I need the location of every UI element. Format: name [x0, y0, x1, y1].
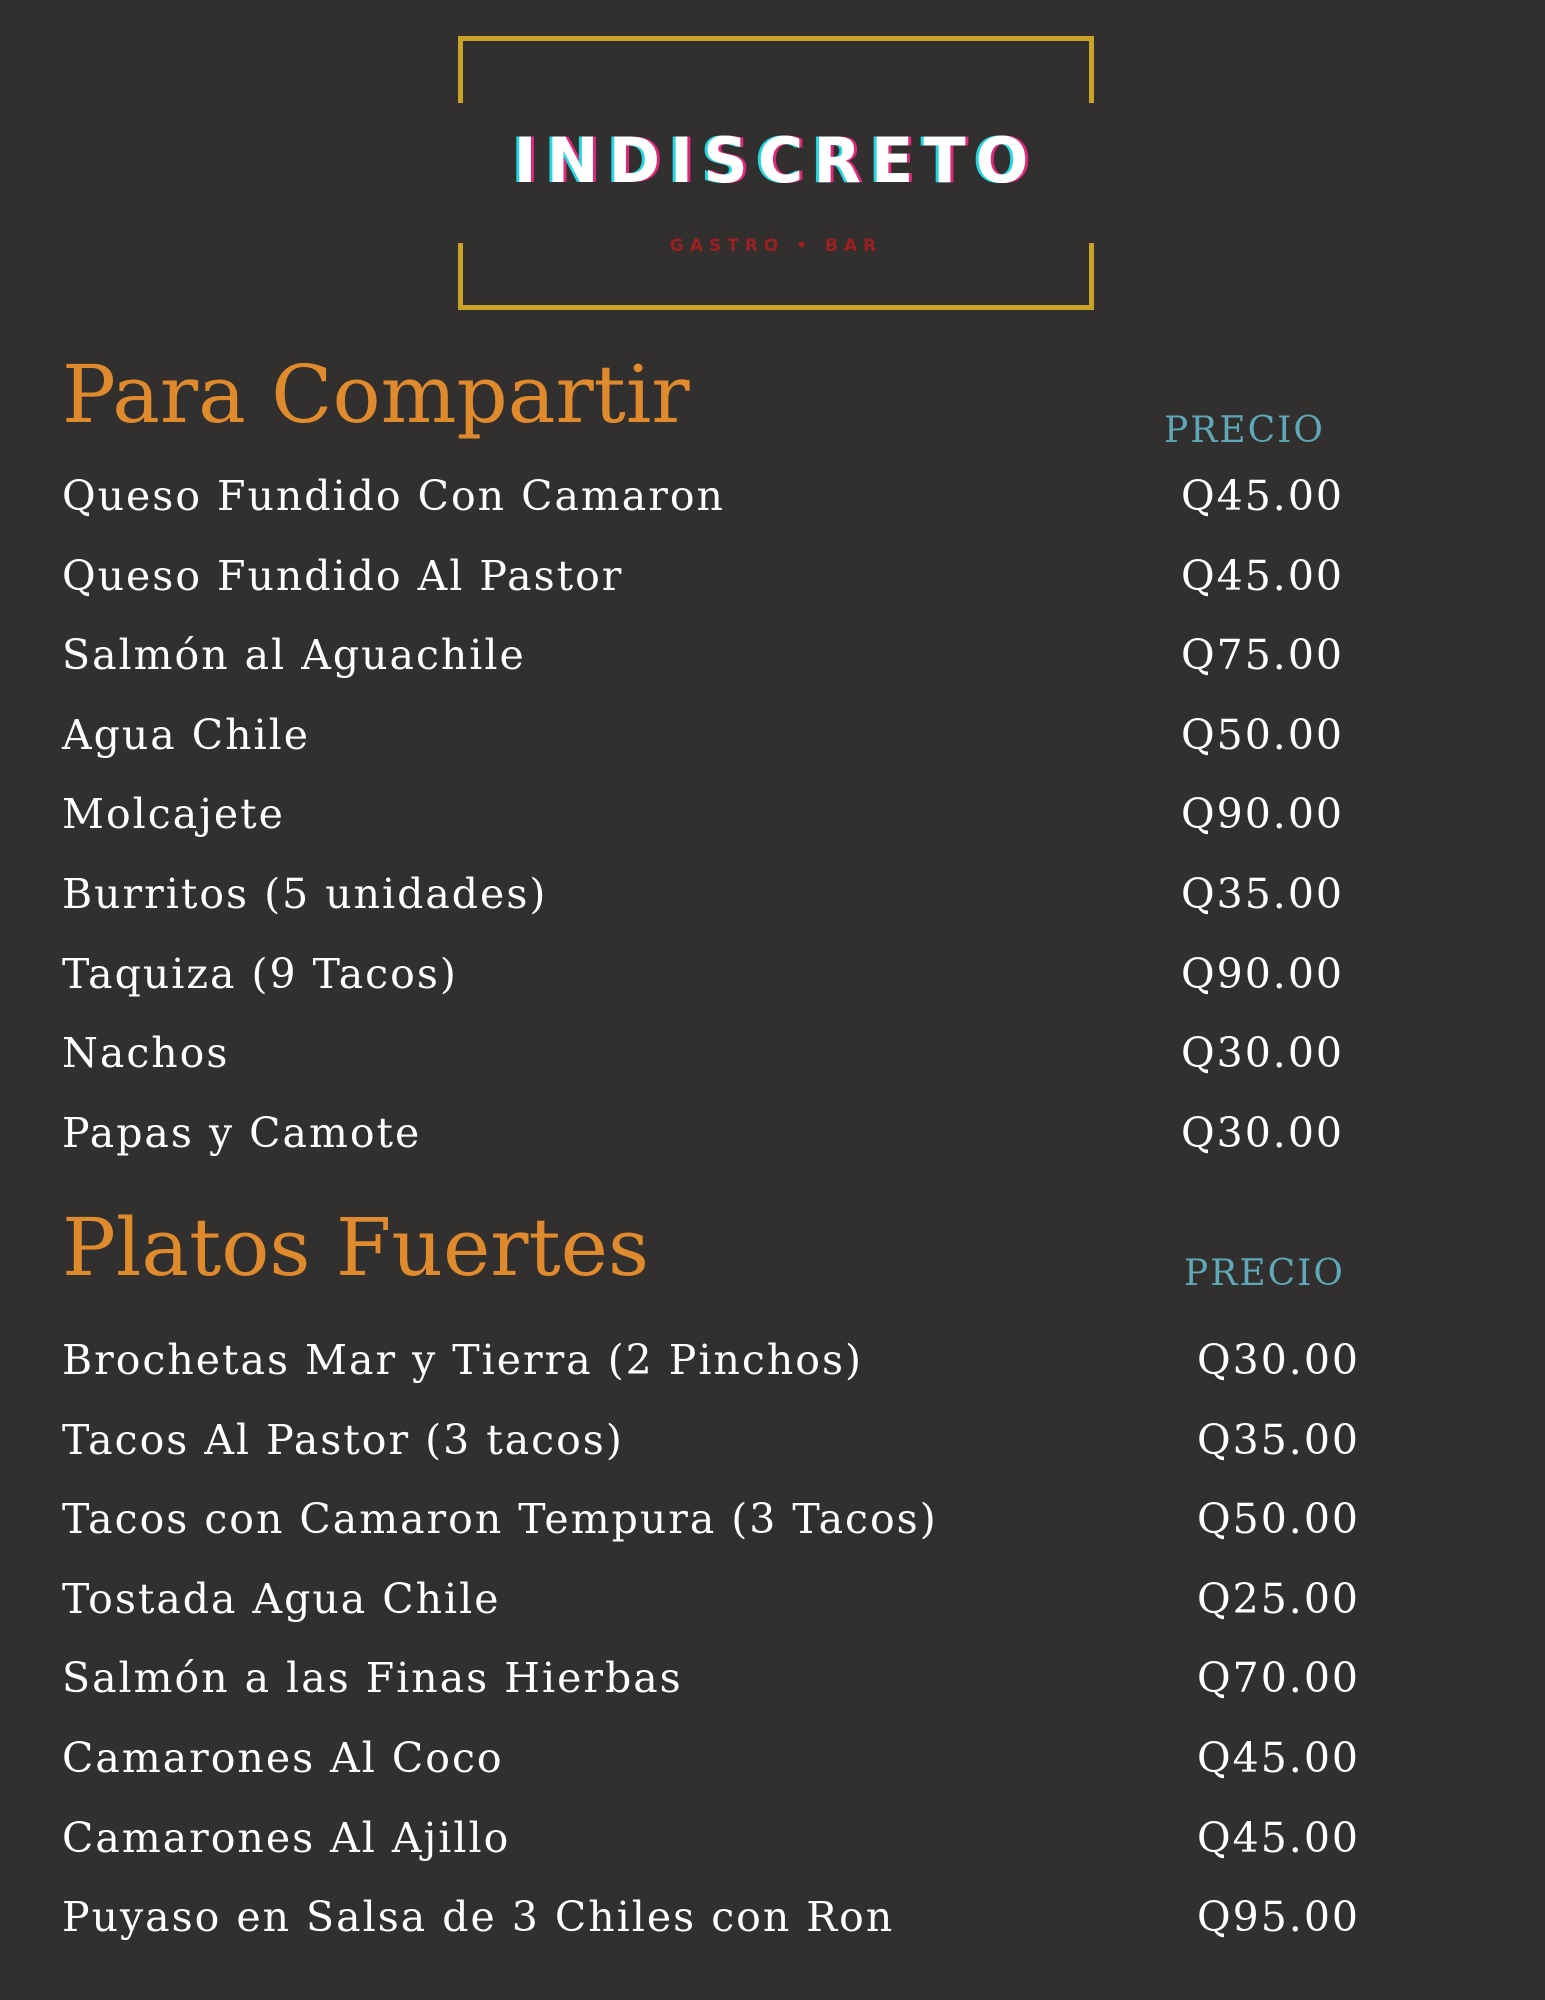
- menu-item: [62, 1654, 1360, 1734]
- menu-item: [62, 1416, 1360, 1496]
- menu-item-name: Brochetas Mar y Tierra (2 Pinchos): [62, 1336, 863, 1384]
- menu-item-name: Camarones Al Coco: [62, 1733, 504, 1782]
- menu-item: [62, 711, 1344, 791]
- menu-item-name: Papas y Camote: [62, 1108, 422, 1157]
- menu-item: [62, 472, 1344, 552]
- menu-item-name: Salmón al Aguachile: [62, 631, 526, 680]
- menu-item-name: Tacos Al Pastor (3 tacos): [62, 1415, 624, 1464]
- menu-item-price: Q45.00: [1181, 551, 1344, 600]
- menu-item-name: Tostada Agua Chile: [62, 1574, 501, 1623]
- menu-item-name: Salmón a las Finas Hierbas: [62, 1654, 683, 1703]
- menu-item: [62, 1814, 1360, 1894]
- menu-list-para-compartir: [62, 472, 1344, 1188]
- logo: [458, 36, 1094, 310]
- menu-item: [62, 790, 1344, 870]
- menu-item-name: Nachos: [62, 1029, 230, 1078]
- menu-item-name: Queso Fundido Con Camaron: [62, 472, 725, 520]
- menu-item-name: Tacos con Camaron Tempura (3 Tacos): [62, 1495, 938, 1544]
- menu-item: [62, 870, 1344, 950]
- menu-item-price: Q35.00: [1181, 869, 1344, 918]
- menu-item-name: Agua Chile: [62, 710, 311, 759]
- menu-item: [62, 950, 1344, 1030]
- menu-item-price: Q25.00: [1197, 1574, 1360, 1623]
- menu-item-name: Molcajete: [62, 790, 285, 839]
- price-header-para-compartir: PRECIO: [1164, 410, 1325, 451]
- menu-item: [62, 1336, 1360, 1416]
- menu-item-price: Q70.00: [1197, 1654, 1360, 1703]
- menu-item-price: Q50.00: [1181, 710, 1344, 759]
- menu-item-name: Taquiza (9 Tacos): [62, 949, 458, 998]
- section-title-para-compartir: Para Compartir: [62, 348, 690, 441]
- logo-frame-bottom: [458, 243, 1094, 310]
- menu-item-price: Q95.00: [1197, 1893, 1360, 1942]
- logo-tagline: GASTRO • BAR: [669, 236, 883, 256]
- menu-item-name: Burritos (5 unidades): [62, 869, 548, 918]
- section-title-platos-fuertes: Platos Fuertes: [62, 1201, 650, 1294]
- menu-item: [62, 631, 1344, 711]
- menu-item-price: Q50.00: [1197, 1495, 1360, 1544]
- menu-item-price: Q30.00: [1181, 1108, 1344, 1157]
- menu-item-price: Q90.00: [1181, 790, 1344, 839]
- menu-item: [62, 1734, 1360, 1814]
- menu-item: [62, 1575, 1360, 1655]
- menu-item-name: Camarones Al Ajillo: [62, 1813, 511, 1862]
- menu-item: [62, 552, 1344, 632]
- menu-item-price: Q35.00: [1197, 1415, 1360, 1464]
- menu-item-price: Q90.00: [1181, 949, 1344, 998]
- menu-item-price: Q75.00: [1181, 631, 1344, 680]
- menu-item: [62, 1893, 1360, 1973]
- logo-name: INDISCRETO: [513, 124, 1039, 197]
- menu-item-price: Q30.00: [1197, 1336, 1360, 1384]
- menu-item-name: Puyaso en Salsa de 3 Chiles con Ron: [62, 1893, 895, 1942]
- menu-item: [62, 1109, 1344, 1189]
- price-header-platos-fuertes: PRECIO: [1184, 1253, 1345, 1294]
- menu-item-price: Q30.00: [1181, 1029, 1344, 1078]
- menu-item-name: Queso Fundido Al Pastor: [62, 551, 624, 600]
- logo-frame-top: [458, 36, 1094, 103]
- menu-item: [62, 1029, 1344, 1109]
- menu-item-price: Q45.00: [1181, 472, 1344, 520]
- menu-list-platos-fuertes: [62, 1336, 1360, 1973]
- menu-item-price: Q45.00: [1197, 1813, 1360, 1862]
- menu-item-price: Q45.00: [1197, 1733, 1360, 1782]
- menu-item: [62, 1495, 1360, 1575]
